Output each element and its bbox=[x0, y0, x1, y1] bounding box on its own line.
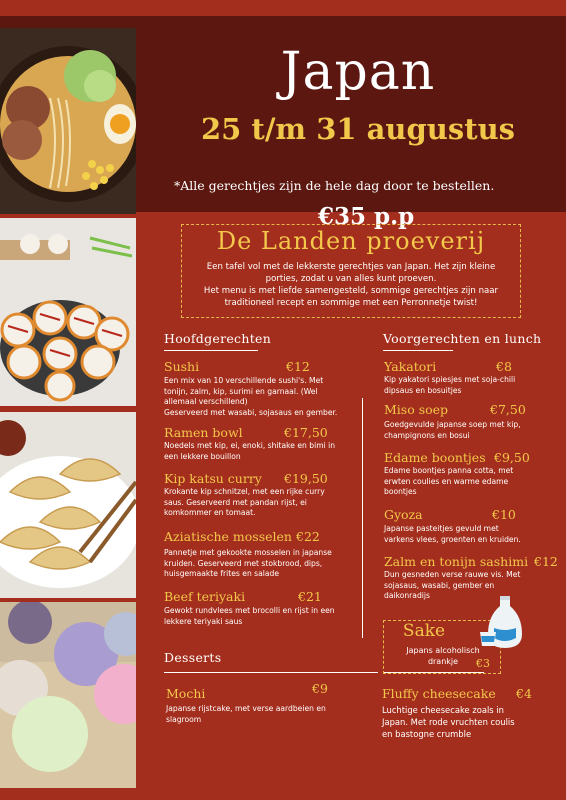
dish-name: Fluffy cheesecake bbox=[382, 686, 496, 701]
divider bbox=[383, 350, 453, 351]
dish-name: Edame boontjes bbox=[384, 450, 486, 465]
starters-section-title: Voorgerechten en lunch bbox=[383, 331, 542, 346]
mochi-photo bbox=[0, 602, 136, 788]
dish-price: €9,50 bbox=[494, 450, 530, 465]
ordering-note: *Alle gerechtjes zijn de hele dag door te bestellen. bbox=[174, 178, 495, 193]
divider bbox=[384, 672, 484, 673]
dish-description: Dun gesneden verse rauwe vis. Met sojasaus, wasabi, gember en daikonradijs bbox=[384, 570, 521, 600]
dish-price: €9 bbox=[312, 681, 328, 696]
dish-description: Krokante kip schnitzel, met een rijke curry saus. Geserveerd met pandan rijst, ei komkommer en tomaat. bbox=[164, 487, 325, 517]
dish-name: Gyoza bbox=[384, 507, 423, 522]
dish-price: €17,50 bbox=[284, 425, 328, 440]
intro-title: De Landen proeverij bbox=[216, 227, 486, 255]
dish-price: €10 bbox=[492, 507, 516, 522]
column-divider bbox=[362, 398, 363, 638]
menu-price: €35 p.p bbox=[318, 203, 415, 230]
dish-name: Mochi bbox=[166, 686, 206, 701]
intro-line: Een tafel vol met de lekkerste gerechtjes van Japan. Het zijn kleine bbox=[206, 262, 496, 272]
dish-description: Edame boontjes panna cotta, met erwten coulies en warme edame boontjes bbox=[384, 466, 514, 496]
dish-price: €12 bbox=[286, 359, 310, 374]
divider bbox=[164, 350, 258, 351]
sake-bottle-icon bbox=[478, 594, 524, 654]
dish-price: €12 bbox=[534, 554, 558, 569]
desserts-section-title: Desserts bbox=[164, 650, 222, 665]
sake-description: Japans alcoholisch drankje bbox=[406, 646, 480, 666]
dish-name: Beef teriyaki bbox=[164, 589, 246, 604]
dish-description: Luchtige cheesecake zoals in Japan. Met rode vruchten coulis en bastogne crumble bbox=[382, 705, 515, 739]
dish-name: Aziatische mosselen bbox=[164, 529, 292, 544]
main-section-title: Hoofdgerechten bbox=[164, 331, 272, 346]
event-dates: 25 t/m 31 augustus bbox=[200, 112, 516, 146]
dish-price: €22 bbox=[296, 529, 320, 544]
dish-name: Miso soep bbox=[384, 402, 449, 417]
dish-description: Een mix van 10 verschillende sushi's. Met tonijn, zalm, kip, surimi en garnaal. (Wel allemaal verschillend) Geserveerd met wasabi, sojasaus en gember. bbox=[164, 376, 338, 417]
dish-price: €8 bbox=[496, 359, 512, 374]
dish-price: €4 bbox=[516, 686, 532, 701]
dish-description: Pannetje met gekookte mosselen in japanse kruiden. Geserveerd met stokbrood, dips, huisgemaakte frites en salade bbox=[164, 548, 332, 578]
dish-name: Kip katsu curry bbox=[164, 471, 262, 486]
dish-description: Japanse pasteitjes gevuld met varkens vlees, groenten en kruiden. bbox=[384, 524, 521, 544]
intro-box bbox=[181, 224, 521, 318]
dish-name: Yakatori bbox=[384, 359, 437, 374]
sake-price: €3 bbox=[476, 657, 490, 670]
dish-description: Goedgevulde japanse soep met kip, champignons en bosui bbox=[384, 420, 521, 440]
dish-price: €21 bbox=[298, 589, 322, 604]
ramen-photo bbox=[0, 28, 136, 214]
divider bbox=[164, 672, 378, 673]
dish-description: Japanse rijstcake, met verse aardbeien en slagroom bbox=[166, 704, 326, 724]
dish-name: Sushi bbox=[164, 359, 200, 374]
sake-title: Sake bbox=[402, 621, 446, 641]
intro-line: traditioneel recept en sommige met een Perronnetje twist! bbox=[224, 298, 478, 308]
dish-name: Ramen bowl bbox=[164, 425, 243, 440]
dish-description: Gewokt rundvlees met brocolli en rijst in een lekkere teriyaki saus bbox=[164, 606, 335, 626]
intro-line: porties, zodat u van alles kunt proeven. bbox=[265, 274, 437, 284]
sushi-photo bbox=[0, 218, 136, 406]
dish-description: Kip yakatori spiesjes met soja-chili dipsaus en bosuitjes bbox=[384, 375, 516, 395]
gyoza-photo bbox=[0, 412, 136, 598]
dish-price: €7,50 bbox=[490, 402, 526, 417]
dish-description: Noedels met kip, ei, enoki, shitake en bimi in een lekkere bouillon bbox=[164, 441, 336, 461]
intro-text bbox=[188, 261, 514, 309]
top-strip bbox=[0, 0, 566, 16]
dish-price: €19,50 bbox=[284, 471, 328, 486]
page-title: Japan bbox=[280, 42, 436, 102]
intro-line: Het menu is met liefde samengesteld, sommige gerechtjes zijn naar bbox=[203, 286, 499, 296]
dish-name: Zalm en tonijn sashimi bbox=[384, 554, 529, 569]
